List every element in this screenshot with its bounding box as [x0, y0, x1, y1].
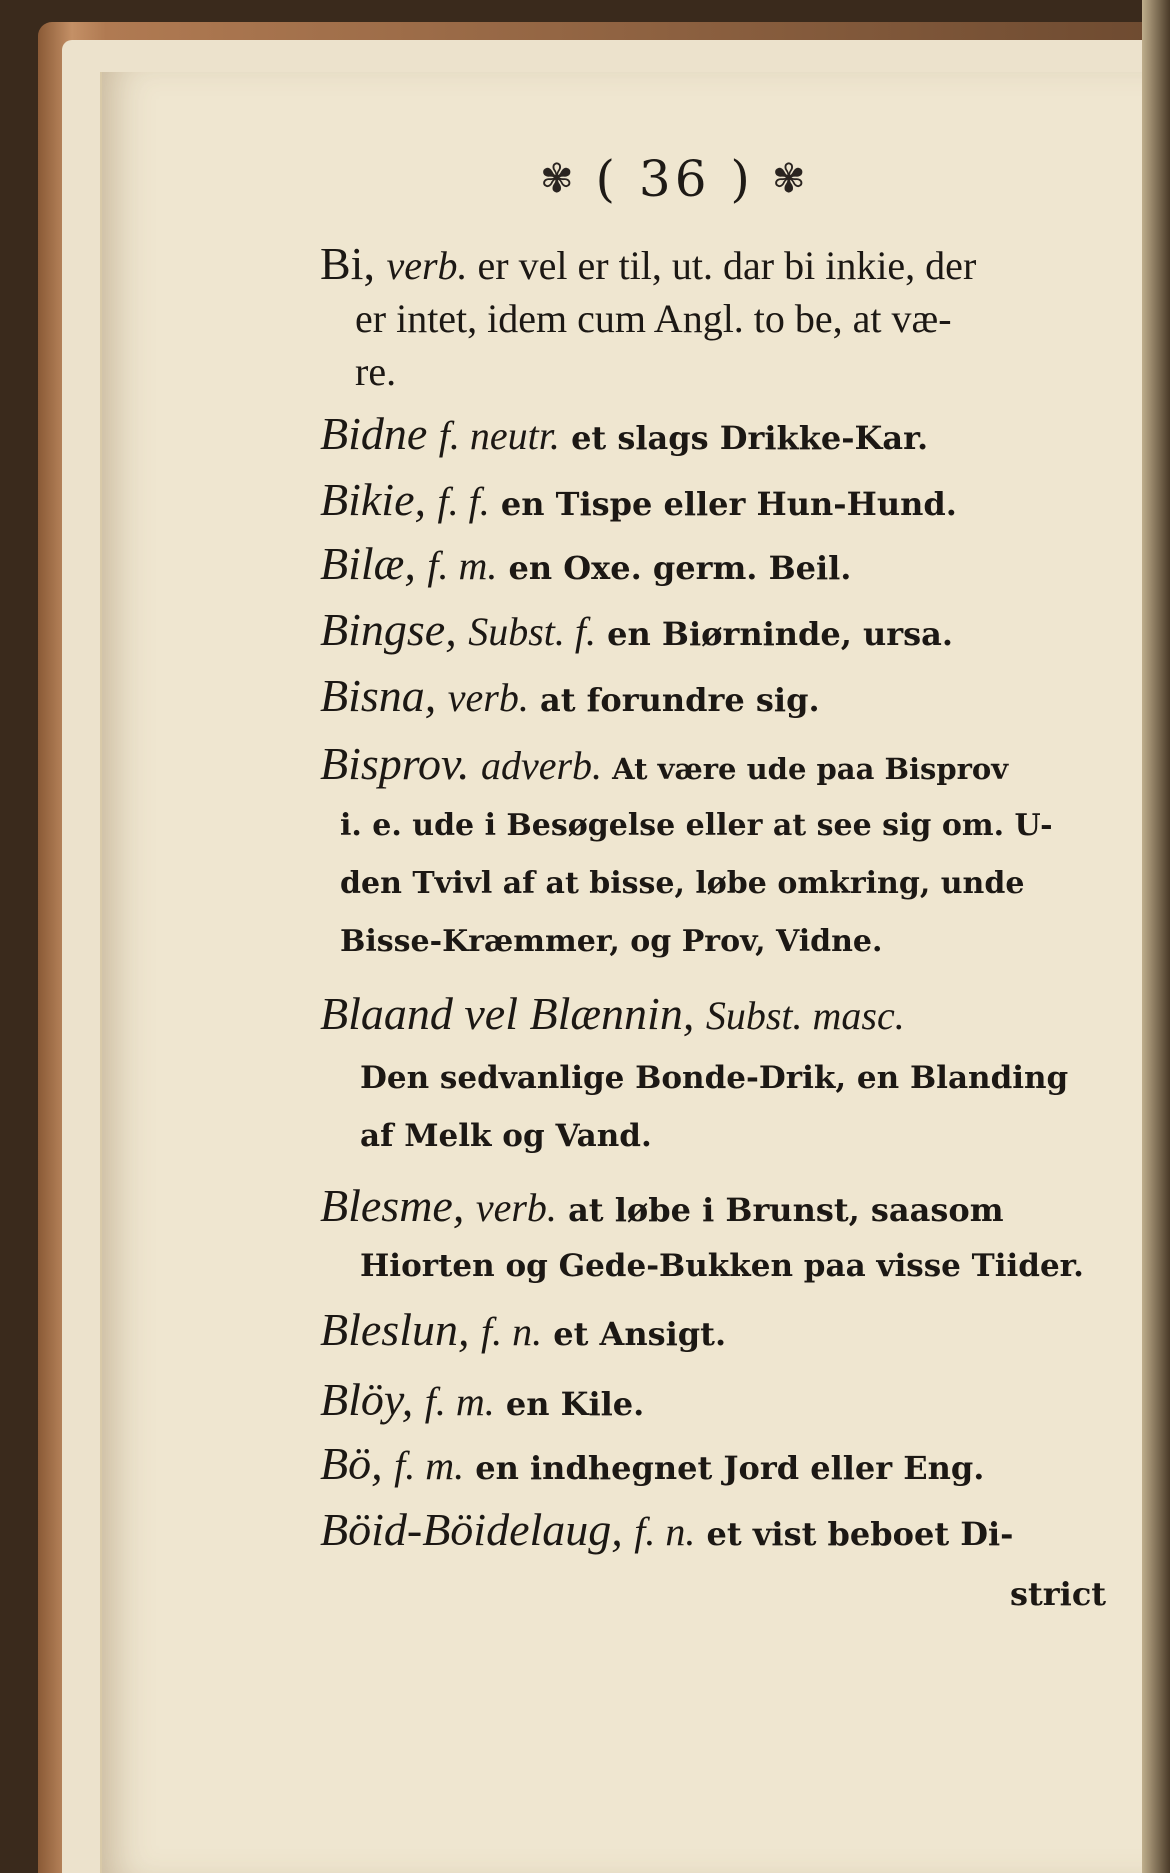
entry-line	[320, 1177, 1004, 1239]
ornament-left-icon: ✾	[540, 156, 578, 202]
grammar-label: verb.	[475, 1185, 557, 1230]
entry-line: Bisse-Kræmmer, og Prov, Vidne.	[340, 924, 883, 959]
entry-line	[320, 1301, 726, 1363]
entry-line	[320, 1371, 644, 1433]
grammar-label: f. m.	[427, 543, 498, 588]
headword: Blöy,	[320, 1374, 425, 1425]
page-number: ( 36 )	[595, 150, 754, 208]
headword: Bilæ,	[320, 538, 428, 589]
grammar-label: f. neutr.	[438, 413, 560, 458]
headword: Bisprov.	[320, 738, 481, 789]
entry-line	[320, 667, 820, 729]
definition-text: en indhegnet Jord eller Eng.	[464, 1449, 985, 1487]
entry-line: re.	[355, 349, 397, 394]
definition-text: et Ansigt.	[542, 1315, 727, 1353]
headword: Blaand vel Blænnin,	[320, 988, 706, 1039]
headword: Bö,	[320, 1438, 395, 1489]
entry-line	[320, 601, 953, 663]
grammar-label: verb.	[447, 675, 529, 720]
headword: Böid-Böidelaug,	[320, 1504, 635, 1555]
entry-line	[320, 1501, 1013, 1563]
grammar-label: f. m.	[424, 1379, 495, 1424]
definition-text: en Tispe eller Hun-Hund.	[489, 485, 957, 523]
grammar-label: Subst. f.	[468, 609, 596, 654]
grammar-label: f. n.	[480, 1309, 543, 1354]
entry-line	[320, 535, 851, 597]
entry-line	[320, 405, 928, 467]
grammar-label: f. f.	[437, 479, 490, 524]
headword: Bisna,	[320, 670, 448, 721]
definition-text: en Biørninde, ursa.	[596, 615, 954, 653]
headword: Bi,	[320, 238, 387, 289]
entry-line	[320, 235, 976, 295]
definition-text: er vel er til, ut. dar bi inkie, der	[467, 243, 977, 288]
definition-text: at løbe i Brunst, saasom	[556, 1191, 1004, 1229]
definition-text: et vist beboet Di-	[695, 1515, 1014, 1553]
headword: Bikie,	[320, 474, 438, 525]
entry-line: Den sedvanlige Bonde-Drik, en Blanding	[360, 1060, 1069, 1096]
entry-line	[320, 735, 1008, 798]
entry-line	[320, 471, 957, 533]
grammar-label: f. n.	[634, 1509, 696, 1554]
grammar-label: f. m.	[394, 1443, 465, 1488]
definition-text: en Oxe. germ. Beil.	[497, 549, 852, 587]
entry-line: Hiorten og Gede-Bukken paa visse Tiider.	[360, 1248, 1084, 1284]
headword: Bidne	[320, 408, 439, 459]
grammar-label: adverb.	[480, 743, 603, 788]
headword: Blesme,	[320, 1180, 476, 1231]
ornament-right-icon: ✾	[771, 156, 810, 202]
entry-line: den Tvivl af at bisse, løbe omkring, unde	[340, 866, 1025, 901]
entry-line	[320, 985, 905, 1047]
definition-text: At være ude paa Bisprov	[602, 752, 1009, 786]
entry-line: er intet, idem cum Angl. to be, at væ-	[355, 296, 952, 341]
grammar-label: Subst. masc.	[705, 993, 905, 1038]
entry-line: i. e. ude i Besøgelse eller at see sig om. U-	[340, 808, 1053, 843]
entry-line	[320, 1435, 984, 1497]
definition-text: et slags Drikke-Kar.	[559, 419, 929, 457]
grammar-label: verb.	[386, 243, 468, 288]
book-gutter	[1142, 0, 1170, 1873]
headword: Bleslun,	[320, 1304, 481, 1355]
page-header	[540, 150, 809, 208]
catchword: strict	[1010, 1575, 1107, 1613]
entry-line: af Melk og Vand.	[360, 1118, 652, 1154]
headword: Bingse,	[320, 604, 469, 655]
definition-text: en Kile.	[494, 1385, 645, 1423]
definition-text: at forundre sig.	[528, 681, 820, 719]
